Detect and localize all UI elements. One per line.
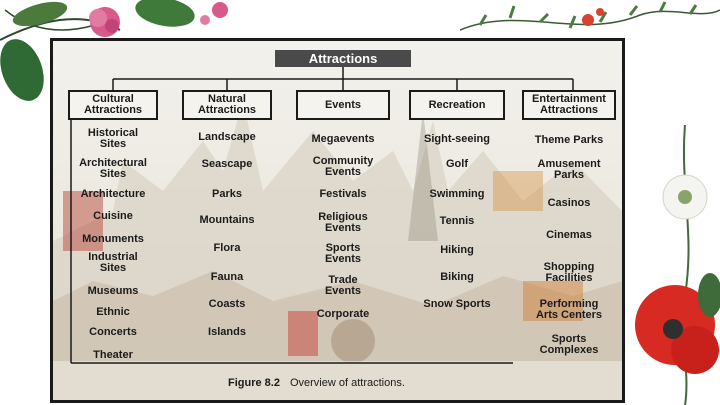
entertainment-item: Performing Arts Centers xyxy=(535,298,603,321)
natural-item: Flora xyxy=(213,242,241,254)
category-events: Events xyxy=(296,90,390,120)
category-recreation: Recreation xyxy=(409,90,505,120)
cultural-item: Theater xyxy=(93,349,133,361)
figure-caption-text: Overview of attractions. xyxy=(289,377,405,389)
category-natural-attractions: Natural Attractions xyxy=(182,90,272,120)
natural-item: Fauna xyxy=(210,271,244,283)
entertainment-item: Amusement Parks xyxy=(537,158,601,181)
cultural-item: Historical Sites xyxy=(87,127,139,150)
recreation-item: Hiking xyxy=(440,244,474,256)
figure-caption xyxy=(228,377,405,389)
events-item: Festivals xyxy=(319,188,367,200)
cultural-item: Monuments xyxy=(82,233,144,245)
cultural-item: Concerts xyxy=(89,326,137,338)
events-item: Religious Events xyxy=(318,211,368,234)
recreation-item: Sight-seeing xyxy=(423,133,490,145)
natural-item: Seascape xyxy=(201,158,253,170)
events-item: Corporate xyxy=(316,308,370,320)
natural-item: Islands xyxy=(208,326,246,338)
events-item: Trade Events xyxy=(324,274,362,297)
cultural-item: Cuisine xyxy=(93,210,133,222)
events-item: Megaevents xyxy=(311,133,375,145)
entertainment-item: Cinemas xyxy=(546,229,592,241)
recreation-item: Swimming xyxy=(429,188,485,200)
category-entertainment-attractions: Entertainment Attractions xyxy=(522,90,616,120)
events-item: Community Events xyxy=(312,155,374,178)
natural-item: Parks xyxy=(212,188,242,200)
attractions-diagram-frame xyxy=(50,38,625,403)
recreation-item: Golf xyxy=(446,158,468,170)
entertainment-item: Shopping Facilities xyxy=(543,261,595,284)
recreation-item: Tennis xyxy=(439,215,475,227)
category-cultural-attractions: Cultural Attractions xyxy=(68,90,158,120)
entertainment-item: Theme Parks xyxy=(534,134,604,146)
attractions-title-box: Attractions xyxy=(275,50,411,67)
natural-item: Landscape xyxy=(198,131,256,143)
cultural-item: Museums xyxy=(87,285,139,297)
cultural-item: Industrial Sites xyxy=(88,251,138,274)
entertainment-item: Casinos xyxy=(547,197,591,209)
cultural-item: Ethnic xyxy=(96,306,130,318)
natural-item: Mountains xyxy=(199,214,255,226)
cultural-item: Architecture xyxy=(80,188,146,200)
cultural-item: Architectural Sites xyxy=(79,157,147,180)
recreation-item: Biking xyxy=(440,271,474,283)
recreation-item: Snow Sports xyxy=(423,298,491,310)
events-item: Sports Events xyxy=(324,242,362,265)
figure-number: Figure 8.2 xyxy=(228,377,280,389)
floral-decoration-right xyxy=(625,125,720,405)
entertainment-item: Sports Complexes xyxy=(539,333,599,356)
natural-item: Coasts xyxy=(208,298,246,310)
